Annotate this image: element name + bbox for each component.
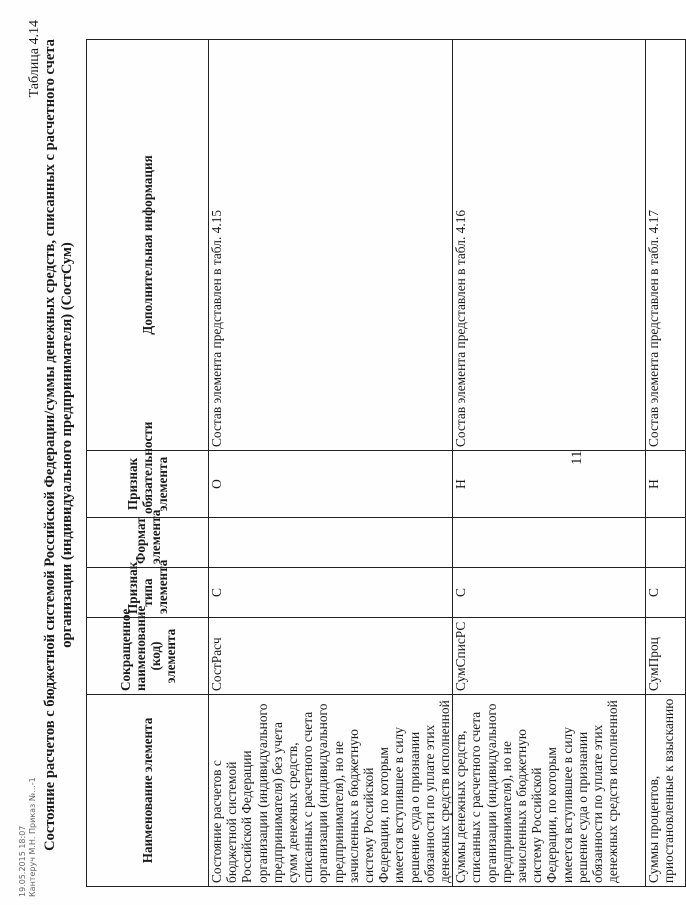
table-title-line1: Состояние расчетов с бюджетной системой Российской Федерации/суммы денежных средств, списанных с расчетного счета	[42, 39, 58, 851]
cell-element-format	[209, 518, 453, 568]
cell-element-required: Н	[646, 451, 686, 518]
cell-additional-info: Состав элемента представлен в табл. 4.16	[453, 40, 646, 451]
registration-stamp-text	[18, 737, 48, 897]
header-additional-info: Дополнительная информация	[87, 40, 209, 451]
cell-element-type: С	[453, 568, 646, 618]
cell-element-name: Состояние расчетов с бюджетной системой Российской Федерации организации (индивидуального предпринимателя) без учета сумм денежных средств, списанных с расчетного счета организации (индивидуального предпринимателя), но не зачисленных в бюджетную систему Российской Федерации, по которым имеется вступившее в силу решение суда о признании обязанности по уплате этих денежных средств исполненной	[209, 695, 453, 887]
cell-element-format	[646, 518, 686, 568]
header-element-name: Наименование элемента	[87, 695, 209, 887]
cell-element-required: О	[209, 451, 453, 518]
elements-table	[86, 39, 686, 887]
cell-additional-info: Состав элемента представлен в табл. 4.15	[209, 40, 453, 451]
header-element-format: Формат элемента	[87, 518, 209, 568]
header-element-code: Сокращенное наименование (код) элемента	[87, 618, 209, 695]
cell-element-type: С	[209, 568, 453, 618]
page-number: 11	[569, 450, 585, 465]
header-element-type: Признак типа элемента	[87, 568, 209, 618]
table-number: Таблица 4.14	[27, 20, 42, 98]
table-row	[209, 40, 453, 887]
cell-element-required: Н	[453, 451, 646, 518]
table-row	[646, 40, 686, 887]
cell-element-type: С	[646, 568, 686, 618]
cell-additional-info: Состав элемента представлен в табл. 4.17	[646, 40, 686, 451]
cell-element-name: Суммы процентов, приостановленные к взысканию	[646, 695, 686, 887]
registration-stamp	[18, 777, 48, 897]
table-header-row	[87, 40, 209, 887]
stamp-line2: Кантеруч М.Н. Приказ №...-1	[28, 777, 37, 897]
cell-element-name: Суммы денежных средств, списанных с расчетного счета организации (индивидуального предпринимателя), но не зачисленных в бюджетную систему Российской Федерации, по которым имеется вступившее в силу решение суда о признании обязанности по уплате этих денежных средств исполненной	[453, 695, 646, 887]
cell-element-code: СумПроц	[646, 618, 686, 695]
table-row	[453, 40, 646, 887]
stamp-line1: 19.05.2015 18:07	[18, 825, 27, 897]
cell-element-code: СумСписРС	[453, 618, 646, 695]
table-title-line2: организации (индивидуального предпринимателя) (СостСум)	[59, 242, 75, 648]
cell-element-format	[453, 518, 646, 568]
cell-element-code: СостРасч	[209, 618, 453, 695]
header-element-required: Признак обязательности элемента	[87, 451, 209, 518]
